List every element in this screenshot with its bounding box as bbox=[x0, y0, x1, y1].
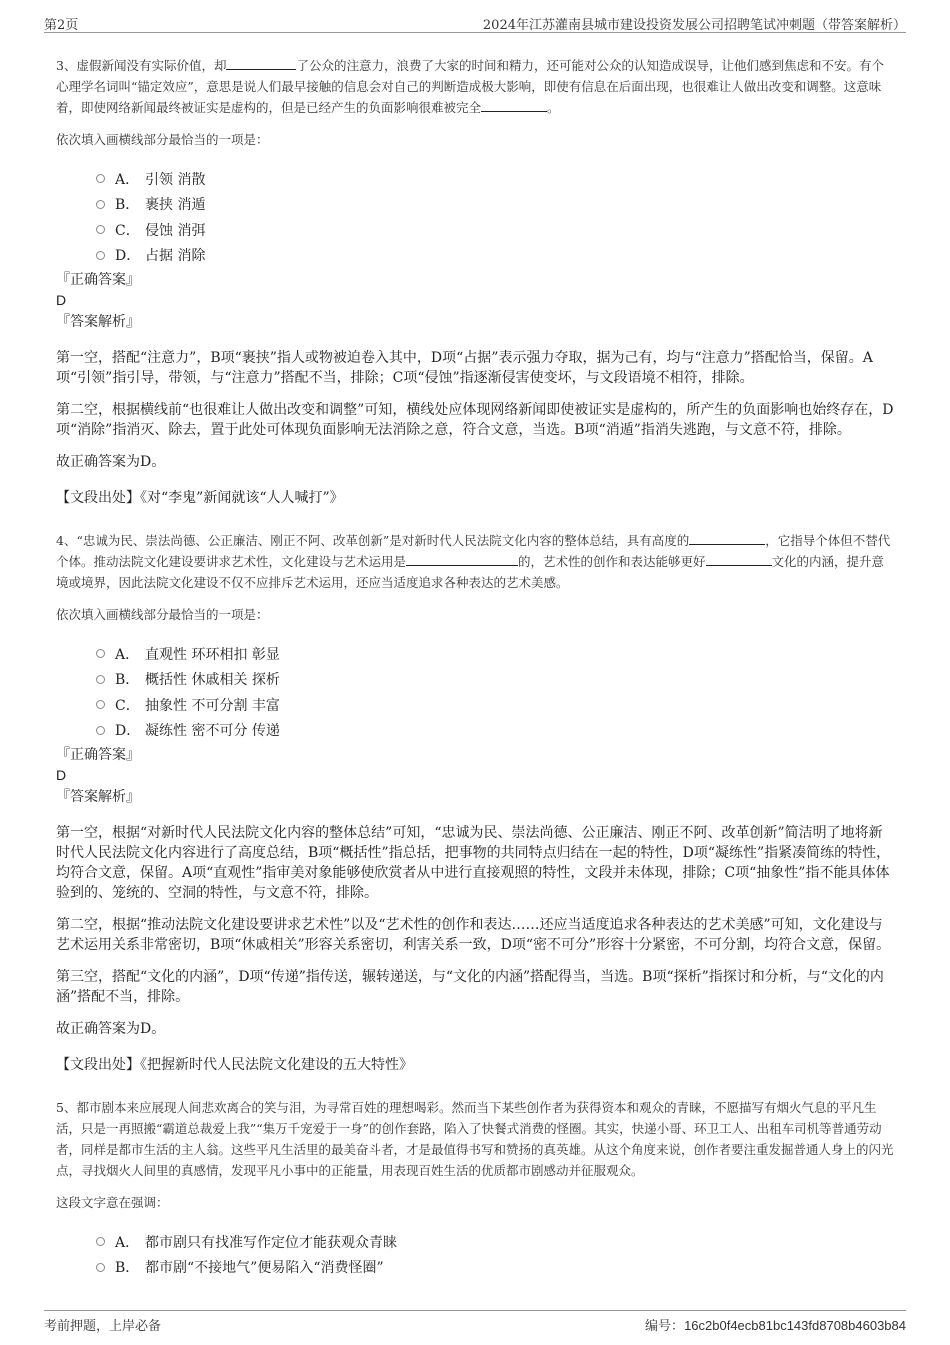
option-d[interactable]: D． 凝练性 密不可分 传递 bbox=[96, 718, 896, 744]
answer-label: 『正确答案』 bbox=[56, 747, 140, 763]
analysis-paragraph: 故正确答案为D。 bbox=[56, 1021, 166, 1037]
document-content bbox=[56, 55, 896, 1280]
question-4-prompt: 依次填入画横线部分最恰当的一项是： bbox=[56, 607, 269, 622]
radio-icon[interactable] bbox=[96, 675, 105, 684]
page-number: 第2页 bbox=[44, 18, 79, 33]
blank bbox=[706, 553, 772, 566]
answer-value: D bbox=[56, 767, 67, 783]
radio-icon[interactable] bbox=[96, 251, 105, 260]
radio-icon[interactable] bbox=[96, 726, 105, 735]
document-code: 编号：16c2b0f4ecb81bc143fd8708b4603b84 bbox=[645, 1318, 906, 1334]
option-b[interactable]: B． 都市剧“不接地气”便易陷入“消费怪圈” bbox=[96, 1255, 896, 1281]
option-c[interactable]: C． 抽象性 不可分割 丰富 bbox=[96, 692, 896, 718]
source-citation: 【文段出处】《把握新时代人民法院文化建设的五大特性》 bbox=[56, 1057, 413, 1073]
analysis-label: 『答案解析』 bbox=[56, 314, 140, 330]
radio-icon[interactable] bbox=[96, 1263, 105, 1272]
option-d[interactable]: D． 占据 消除 bbox=[96, 243, 896, 269]
radio-icon[interactable] bbox=[96, 649, 105, 658]
blank bbox=[406, 553, 518, 566]
question-4-options bbox=[96, 641, 896, 743]
radio-icon[interactable] bbox=[96, 200, 105, 209]
option-c[interactable]: C． 侵蚀 消弭 bbox=[96, 217, 896, 243]
analysis-paragraph: 第二空，根据横线前“也很难让人做出改变和调整”可知，横线处应体现网络新闻即使被证实是虚构的，所产生的负面影响也始终存在，D项“消除”指消灭、除去，置于此处可体现负面影响无法消除之意，符合文意，当选。B项“消遁”指消失逃跑，与文意不符，排除。 bbox=[56, 402, 894, 438]
analysis-paragraph: 第二空，根据“推动法院文化建设要讲求艺术性”以及“艺术性的创作和表达……还应当适度追求各种表达的艺术美感”可知，文化建设与艺术运用关系非常密切，B项“休戚相关”形容关系密切，利害关系一致，D项“密不可分”形容十分紧密，不可分割，均符合文意，保留。 bbox=[56, 917, 891, 953]
option-a[interactable]: A． 都市剧只有找准写作定位才能获观众青睐 bbox=[96, 1229, 896, 1255]
question-4 bbox=[56, 530, 896, 1075]
question-5-stem: 5、都市剧本来应展现人间悲欢离合的笑与泪，为寻常百姓的理想喝彩。然而当下某些创作者为获得资本和观众的青睐，不愿描写有烟火气息的平凡生活，只是一再照搬“霸道总裁爱上我”“集万千宠爱于一身”的创作套路，陷入了快餐式消费的怪圈。其实，快递小哥、环卫工人、出租车司机等普通劳动者，同样是都市生活的主人翁。这些平凡生活里的最美奋斗者，才是最值得书写和赞扬的真英雄。从这个角度来说，创作者要注重发掘普通人身上的闪光点，寻找烟火人间里的真感情，发现平凡小事中的正能量，用表现百姓生活的优质都市剧感动并征服观众。 bbox=[56, 1100, 894, 1178]
blank bbox=[226, 57, 296, 70]
radio-icon[interactable] bbox=[96, 1237, 105, 1246]
page-footer bbox=[44, 1310, 906, 1334]
option-a[interactable]: A． 引领 消散 bbox=[96, 166, 896, 192]
page-header bbox=[44, 12, 906, 33]
analysis-label: 『答案解析』 bbox=[56, 789, 140, 805]
question-5 bbox=[56, 1097, 896, 1280]
question-3-stem: 3、虚假新闻没有实际价值，却 了公众的注意力，浪费了大家的时间和精力，还可能对公众的认知造成误导，让他们感到焦虑和不安。有个心理学名词叫“锚定效应”，意思是说人们最早接触的信息会对自己的判断造成极大影响，即使有信息在后面出现，也很难让人做出改变和调整。这意味着，即使网络新闻最终被证实是虚构的，但是已经产生的负面影响很难被完全 。 bbox=[56, 58, 884, 115]
document-title: 2024年江苏灌南县城市建设投资发展公司招聘笔试冲刺题（带答案解析） bbox=[482, 18, 906, 33]
analysis-paragraph: 故正确答案为D。 bbox=[56, 454, 166, 470]
question-3-options bbox=[96, 166, 896, 268]
option-a[interactable]: A． 直观性 环环相扣 彰显 bbox=[96, 641, 896, 667]
footer-slogan: 考前押题，上岸必备 bbox=[44, 1319, 162, 1334]
radio-icon[interactable] bbox=[96, 174, 105, 183]
radio-icon[interactable] bbox=[96, 225, 105, 234]
blank bbox=[689, 532, 765, 545]
source-citation: 【文段出处】《对“李鬼”新闻就该“人人喊打”》 bbox=[56, 490, 344, 506]
analysis-paragraph: 第一空，根据“对新时代人民法院文化内容的整体总结”可知，“忠诚为民、崇法尚德、公正廉洁、刚正不阿、改革创新”简洁明了地将新时代人民法院文化内容进行了高度总结，B项“概括性”指总括，把事物的共同特点归结在一起的特性，D项“凝练性”指紧凑简练的特性，均符合文意，保留。A项“直观性”指审美对象能够使欣赏者从中进行直接观照的特性，文段并未体现，排除；C项“抽象性”指不能具体体验到的、笼统的、空洞的特性，与文意不符，排除。 bbox=[56, 825, 891, 901]
question-3 bbox=[56, 55, 896, 508]
question-5-options bbox=[96, 1229, 896, 1280]
question-4-stem: 4、“忠诚为民、崇法尚德、公正廉洁、刚正不阿、改革创新”是对新时代人民法院文化内容的整体总结，具有高度的 ，它指导个体但不替代个体。推动法院文化建设要讲求艺术性，文化建设与艺术运用是 的，艺术性的创作和表达能够更好 文化的内涵，提升意境或境界，因此法院文化建设不仅不应排斥艺术运用，还应当适度追求各种表达的艺术美感。 bbox=[56, 533, 891, 590]
option-b[interactable]: B． 概括性 休戚相关 探析 bbox=[96, 667, 896, 693]
question-5-prompt: 这段文字意在强调： bbox=[56, 1195, 169, 1210]
question-3-prompt: 依次填入画横线部分最恰当的一项是： bbox=[56, 132, 269, 147]
option-b[interactable]: B． 裹挟 消遁 bbox=[96, 192, 896, 218]
analysis-paragraph: 第一空，搭配“注意力”，B项“裹挟”指人或物被迫卷入其中，D项“占据”表示强力夺取，据为己有，均与“注意力”搭配恰当，保留。A项“引领”指引导，带领，与“注意力”搭配不当，排除；C项“侵蚀”指逐渐侵害使变坏，与文段语境不相符，排除。 bbox=[56, 350, 873, 386]
analysis-paragraph: 第三空，搭配“文化的内涵”，D项“传递”指传送，辗转递送，与“文化的内涵”搭配得当，当选。B项“探析”指探讨和分析，与“文化的内涵”搭配不当，排除。 bbox=[56, 969, 884, 1005]
answer-label: 『正确答案』 bbox=[56, 272, 140, 288]
answer-value: D bbox=[56, 292, 67, 308]
radio-icon[interactable] bbox=[96, 700, 105, 709]
blank bbox=[481, 99, 547, 112]
